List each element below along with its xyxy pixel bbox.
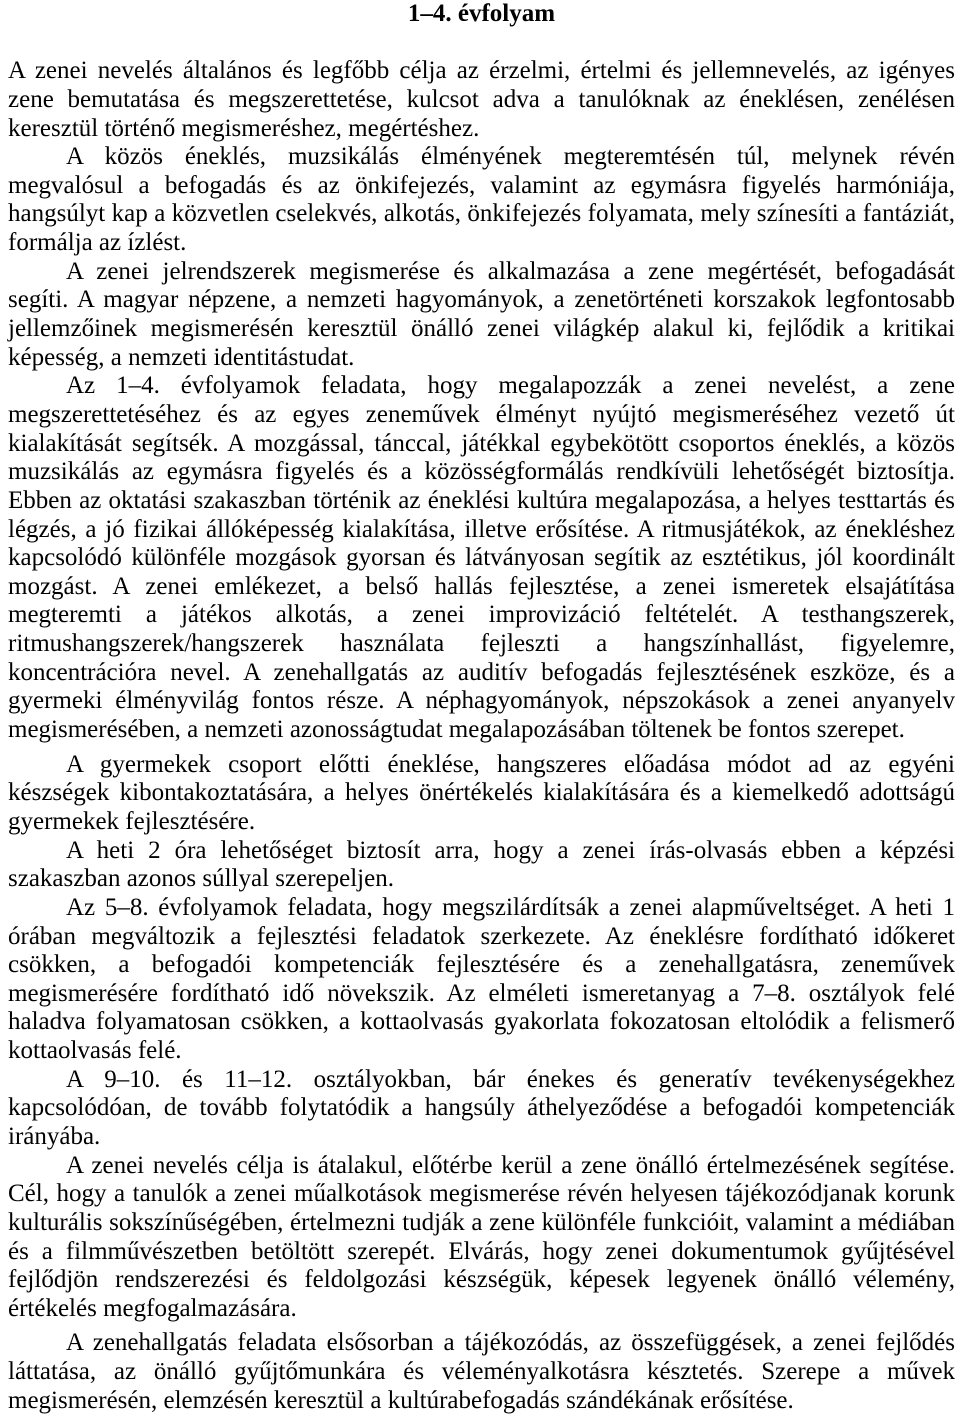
text-line: megismerésére fordítható idő növekszik. Az elméleti ismeretanyag a 7–8. osztályok felé: [8, 979, 955, 1007]
document-body: [8, 57, 955, 1415]
text-line: képesség, a nemzeti identitástudat.: [8, 343, 355, 371]
text-line: Az 1–4. évfolyamok feladata, hogy megalapozzák a zenei nevelést, a zene: [66, 372, 955, 400]
paragraph: [8, 894, 955, 1066]
text-line: kapcsolódó különféle mozgások gyorsan és látványosan segítik az esztétikus, jól koordinált: [8, 544, 955, 572]
text-line: A gyermekek csoport előtti éneklése, hangszeres előadása módot ad az egyéni: [66, 750, 955, 778]
text-line: fejlődjön rendszerezési és feldolgozási készségük, képesek legyenek önálló vélemény,: [8, 1266, 955, 1294]
text-line: A zenei nevelés célja is átalakul, előtérbe kerül a zene önálló értelmezésének segítése.: [66, 1151, 955, 1179]
text-line: gyermekek fejlesztésére.: [8, 807, 256, 835]
text-line: kialakítását segítsék. A mozgással, tánccal, játékkal egybekötött csoportos éneklés, a közös: [8, 429, 955, 457]
text-line: ritmushangszerek/hangszerek használata fejleszti a hangszínhallást, figyelemre,: [8, 630, 955, 658]
text-line: megteremti a játékos alkotás, a zenei improvizáció feltételét. A testhangszerek,: [8, 601, 955, 629]
paragraph: [8, 751, 955, 837]
text-line: gyermeki élményvilág fontos része. A néphagyományok, népszokások a zenei anyanyelv: [8, 687, 955, 715]
text-line: Ebben az oktatási szakaszban történik az éneklési kultúra megalapozása, a helyes testtartás és: [8, 486, 955, 514]
text-line: légzés, a jó fizikai állóképesség kialakítása, illetve erősítése. A ritmusjátékok, az énekléshez: [8, 515, 955, 543]
text-line: megszerettetéséhez és az egyes zeneművek élményt nyújtó megismeréséhez vezető út: [8, 400, 955, 428]
text-line: A közös éneklés, muzsikálás élményének megteremtésén túl, melynek révén: [66, 143, 955, 171]
text-line: jellemzőinek megismerésén keresztül önálló zenei világkép alakul ki, fejlődik a kritikai: [8, 315, 955, 343]
text-line: láttatása, az önálló gyűjtőmunkára és véleményalkotásra késztetés. Szerepe a művek: [8, 1358, 955, 1386]
text-line: megismerésén, elemzésén keresztül a kultúrabefogadás szándékának erősítése.: [8, 1386, 794, 1414]
text-line: formálja az ízlést.: [8, 229, 187, 257]
text-line: készségek kibontakoztatására, a helyes önértékelés kialakítására és a kiemelkedő adottságú: [8, 779, 955, 807]
paragraph: [8, 1152, 955, 1324]
text-line: koncentrációra nevel. A zenehallgatás az auditív befogadás fejlesztésének eszköze, és a: [8, 658, 955, 686]
text-line: kulturális sokszínűségében, értelmezni tudják a zene különféle funkcióit, valamint a médiában: [8, 1208, 955, 1236]
text-line: órában megváltozik a fejlesztési feladatok szerkezete. Az éneklésre fordítható időkeret: [8, 922, 955, 950]
text-line: zene bemutatása és megszerettetése, kulcsot adva a tanulóknak az éneklésen, zenélésen: [8, 85, 955, 113]
text-line: szakaszban azonos súllyal szerepeljen.: [8, 865, 394, 893]
paragraph: [8, 258, 955, 373]
text-line: A 9–10. és 11–12. osztályokban, bár énekes és generatív tevékenységekhez: [66, 1065, 955, 1093]
text-line: Cél, hogy a tanulók a zenei műalkotások megismerése révén helyesen tájékozódjanak korunk: [8, 1180, 955, 1208]
paragraph: [8, 57, 955, 143]
text-line: kapcsolódóan, de tovább folytatódik a hangsúly áthelyeződése a befogadói kompetenciák: [8, 1094, 955, 1122]
text-line: A zenei nevelés általános és legfőbb célja az érzelmi, értelmi és jellemnevelés, az igényes: [8, 57, 955, 85]
paragraph: [8, 1329, 955, 1415]
paragraph: [8, 372, 955, 744]
text-line: megvalósul a befogadás és az önkifejezés, valamint az egymásra figyelés harmóniája,: [8, 171, 955, 199]
text-line: mozgást. A zenei emlékezet, a belső hallás fejlesztése, a zenei ismeretek elsajátítása: [8, 572, 955, 600]
text-line: hangsúlyt kap a közvetlen cselekvés, alkotás, önkifejezés folyamata, mely színesíti a fantáziát,: [8, 200, 955, 228]
text-line: csökken, a befogadói kompetenciák fejlesztésére és a zenehallgatásra, zeneművek: [8, 951, 955, 979]
text-line: segíti. A magyar népzene, a nemzeti hagyományok, a zenetörténeti korszakok legfontosabb: [8, 286, 955, 314]
text-line: keresztül történő megismeréshez, megértéshez.: [8, 114, 480, 142]
text-line: és a filmművészetben betöltött szerepét. Elvárás, hogy zenei dokumentumok gyűjtésével: [8, 1237, 955, 1265]
text-line: A zenehallgatás feladata elsősorban a tájékozódás, az összefüggések, a zenei fejlődés: [66, 1329, 955, 1357]
text-line: kottaolvasás felé.: [8, 1037, 182, 1065]
text-line: értékelés megfogalmazására.: [8, 1294, 297, 1322]
text-line: irányába.: [8, 1122, 101, 1150]
text-line: megismerésében, a nemzeti azonosságtudat megalapozásában töltenek be fontos szerepet.: [8, 716, 905, 744]
text-line: A heti 2 óra lehetőséget biztosít arra, hogy a zenei írás-olvasás ebben a képzési: [66, 836, 955, 864]
paragraph: [8, 1066, 955, 1152]
page-title: 1–4. évfolyam: [407, 0, 556, 27]
text-line: Az 5–8. évfolyamok feladata, hogy megszilárdítsák a zenei alapműveltséget. A heti 1: [66, 893, 955, 921]
text-line: A zenei jelrendszerek megismerése és alkalmazása a zene megértését, befogadását: [66, 257, 955, 285]
paragraph: [8, 837, 955, 894]
text-line: muzsikálás az egymásra figyelés és a közösségformálás rendkívüli lehetőségét biztosítja.: [8, 458, 955, 486]
text-line: haladva folyamatosan csökken, a kottaolvasás gyakorlata fokozatosan eltolódik a felismerő: [8, 1008, 955, 1036]
paragraph: [8, 143, 955, 258]
